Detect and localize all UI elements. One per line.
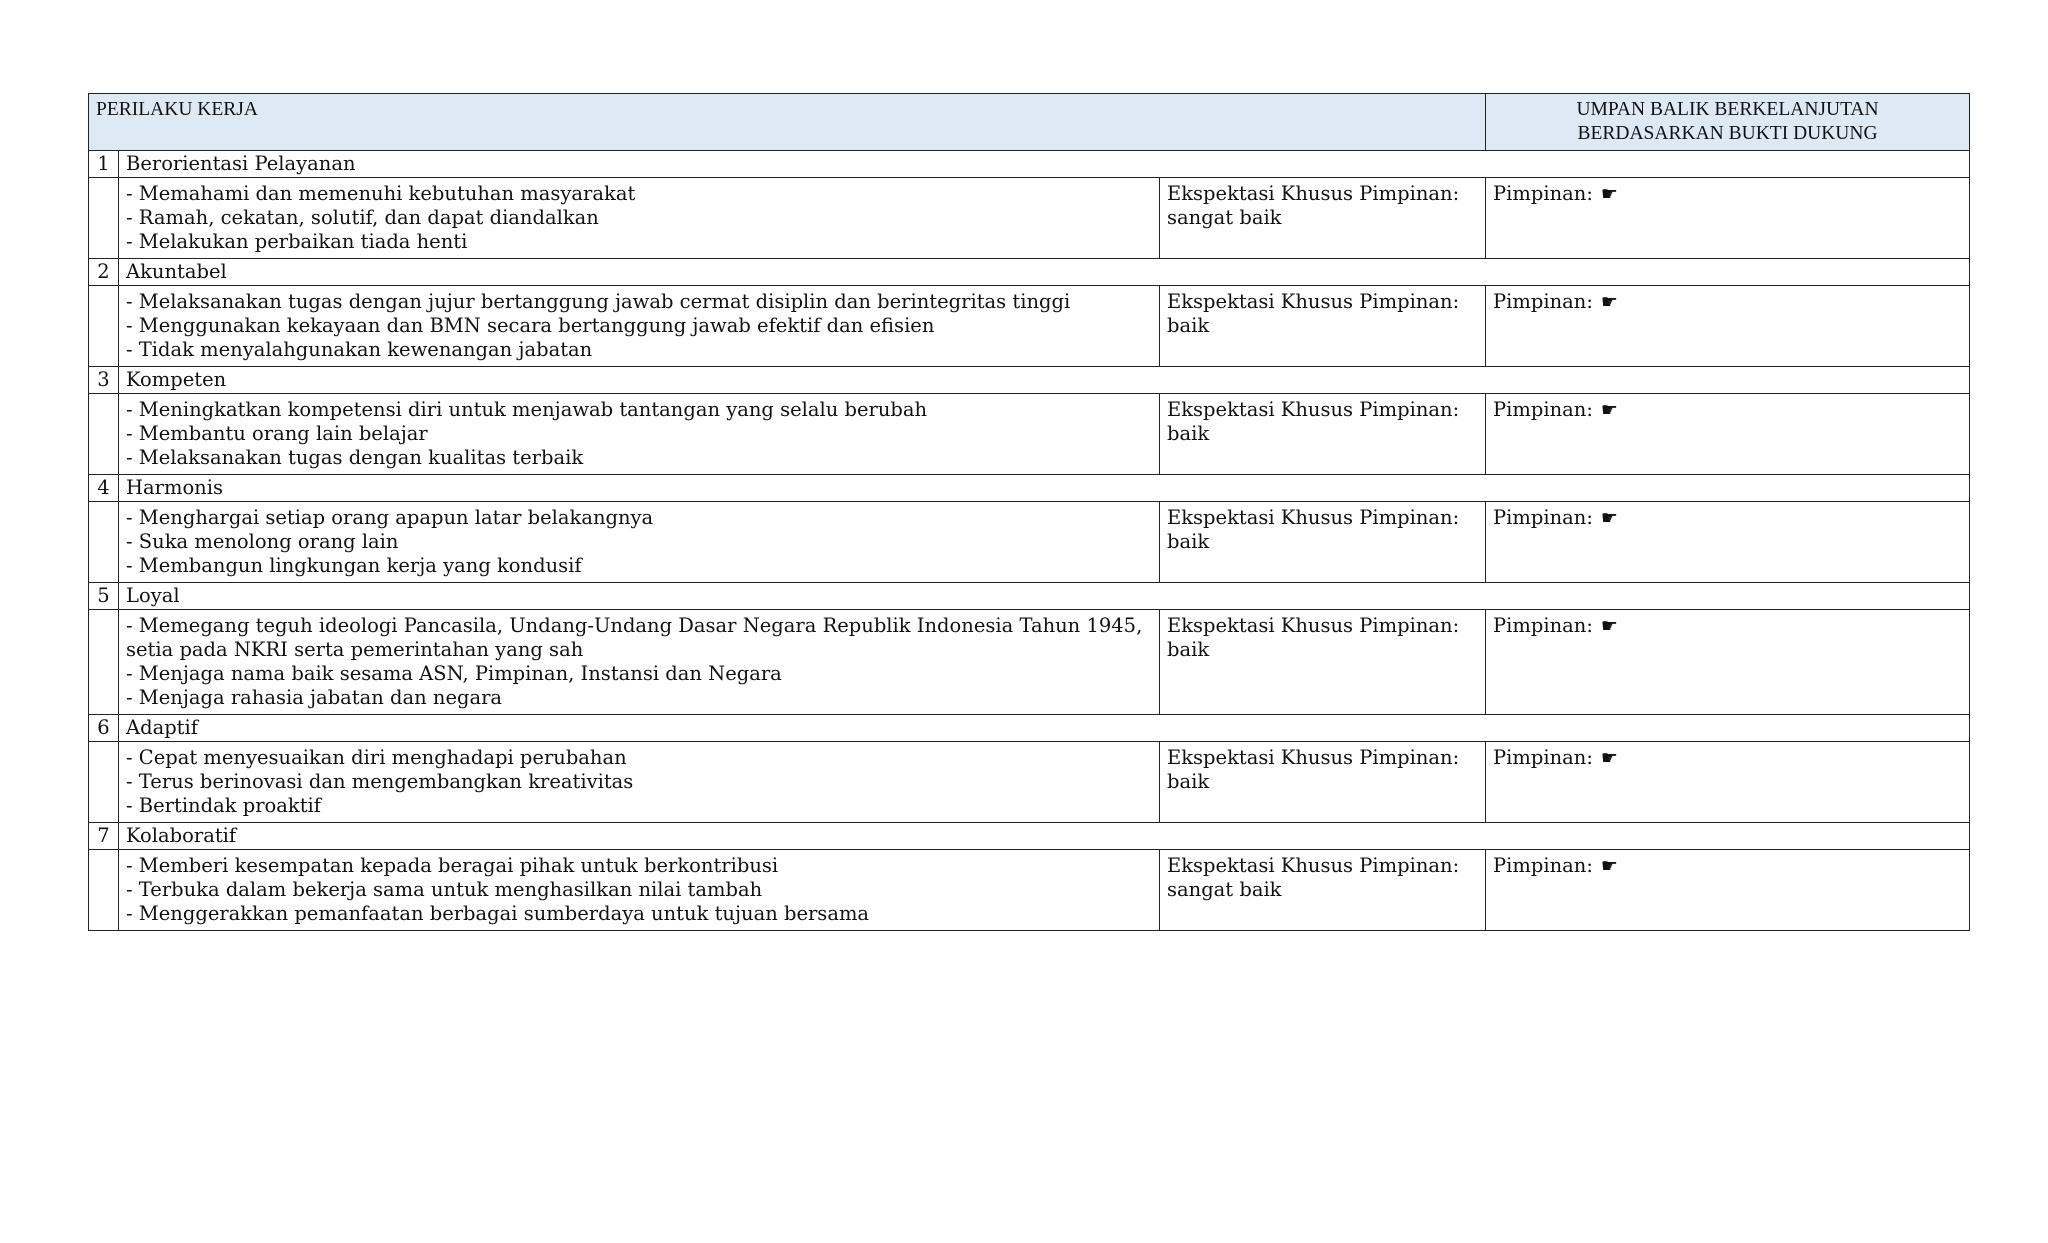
feedback-cell bbox=[1486, 178, 1970, 259]
behavior-item: - Menghargai setiap orang apapun latar belakangnya bbox=[126, 506, 654, 529]
behavior-item: - Terus berinovasi dan mengembangkan kreativitas bbox=[126, 770, 634, 793]
feedback-label: Pimpinan: bbox=[1493, 398, 1593, 421]
category-detail-row bbox=[89, 610, 1970, 715]
pointing-hand-icon: ☛ bbox=[1600, 615, 1618, 637]
expectation-cell bbox=[1160, 394, 1486, 475]
header-umpan-balik bbox=[1486, 94, 1970, 151]
expectation-cell bbox=[1160, 502, 1486, 583]
category-row bbox=[89, 475, 1970, 502]
category-detail-row bbox=[89, 502, 1970, 583]
behavior-items-cell bbox=[119, 610, 1160, 715]
category-title: Akuntabel bbox=[119, 259, 1970, 286]
expectation-cell bbox=[1160, 742, 1486, 823]
expectation-cell bbox=[1160, 286, 1486, 367]
expectation-value: baik bbox=[1167, 638, 1210, 661]
category-detail-row bbox=[89, 394, 1970, 475]
expectation-cell bbox=[1160, 610, 1486, 715]
behavior-item: - Tidak menyalahgunakan kewenangan jabatan bbox=[126, 338, 593, 361]
category-title: Adaptif bbox=[119, 715, 1970, 742]
category-row bbox=[89, 823, 1970, 850]
behavior-item: - Menggerakkan pemanfaatan berbagai sumberdaya untuk tujuan bersama bbox=[126, 902, 870, 925]
category-title: Harmonis bbox=[119, 475, 1970, 502]
behavior-items-cell bbox=[119, 742, 1160, 823]
category-detail-row bbox=[89, 286, 1970, 367]
behavior-items-cell bbox=[119, 502, 1160, 583]
category-detail-row bbox=[89, 850, 1970, 931]
behavior-item: - Menjaga rahasia jabatan dan negara bbox=[126, 686, 503, 709]
expectation-value: baik bbox=[1167, 314, 1210, 337]
category-row bbox=[89, 259, 1970, 286]
empty-number-cell bbox=[89, 742, 119, 823]
feedback-label: Pimpinan: bbox=[1493, 506, 1593, 529]
behavior-item: - Menggunakan kekayaan dan BMN secara bertanggung jawab efektif dan efisien bbox=[126, 314, 935, 337]
pointing-hand-icon: ☛ bbox=[1600, 507, 1618, 529]
behavior-items-cell bbox=[119, 178, 1160, 259]
behavior-item: setia pada NKRI serta pemerintahan yang sah bbox=[126, 638, 584, 661]
behavior-item: - Memegang teguh ideologi Pancasila, Undang-Undang Dasar Negara Republik Indonesia Tahun 1945, bbox=[126, 614, 1143, 637]
category-title: Kompeten bbox=[119, 367, 1970, 394]
behavior-items-cell bbox=[119, 394, 1160, 475]
behavior-item: - Meningkatkan kompetensi diri untuk menjawab tantangan yang selalu berubah bbox=[126, 398, 928, 421]
empty-number-cell bbox=[89, 178, 119, 259]
empty-number-cell bbox=[89, 394, 119, 475]
table-header-row bbox=[89, 94, 1970, 151]
category-detail-row bbox=[89, 742, 1970, 823]
expectation-value: sangat baik bbox=[1167, 878, 1282, 901]
feedback-label: Pimpinan: bbox=[1493, 854, 1593, 877]
category-detail-row bbox=[89, 178, 1970, 259]
empty-number-cell bbox=[89, 850, 119, 931]
category-row bbox=[89, 151, 1970, 178]
feedback-cell bbox=[1486, 286, 1970, 367]
expectation-label: Ekspektasi Khusus Pimpinan: bbox=[1167, 506, 1460, 529]
pointing-hand-icon: ☛ bbox=[1600, 855, 1618, 877]
expectation-cell bbox=[1160, 178, 1486, 259]
behavior-item: - Memahami dan memenuhi kebutuhan masyarakat bbox=[126, 182, 636, 205]
behavior-items-cell bbox=[119, 286, 1160, 367]
expectation-value: baik bbox=[1167, 770, 1210, 793]
expectation-value: baik bbox=[1167, 422, 1210, 445]
expectation-label: Ekspektasi Khusus Pimpinan: bbox=[1167, 614, 1460, 637]
feedback-label: Pimpinan: bbox=[1493, 290, 1593, 313]
behavior-item: - Ramah, cekatan, solutif, dan dapat diandalkan bbox=[126, 206, 599, 229]
perilaku-kerja-table bbox=[88, 93, 1970, 931]
header-perilaku-kerja: PERILAKU KERJA bbox=[89, 94, 1486, 151]
behavior-items-cell bbox=[119, 850, 1160, 931]
category-title: Kolaboratif bbox=[119, 823, 1970, 850]
expectation-value: baik bbox=[1167, 530, 1210, 553]
behavior-item: - Melaksanakan tugas dengan kualitas terbaik bbox=[126, 446, 584, 469]
category-number: 6 bbox=[89, 715, 119, 742]
category-number: 7 bbox=[89, 823, 119, 850]
header-umpan-balik-line2: BERDASARKAN BUKTI DUKUNG bbox=[1577, 123, 1878, 144]
feedback-label: Pimpinan: bbox=[1493, 746, 1593, 769]
category-number: 5 bbox=[89, 583, 119, 610]
category-number: 2 bbox=[89, 259, 119, 286]
behavior-item: - Melaksanakan tugas dengan jujur bertanggung jawab cermat disiplin dan berintegritas tinggi bbox=[126, 290, 1071, 313]
feedback-label: Pimpinan: bbox=[1493, 182, 1593, 205]
behavior-item: - Terbuka dalam bekerja sama untuk menghasilkan nilai tambah bbox=[126, 878, 763, 901]
expectation-cell bbox=[1160, 850, 1486, 931]
category-number: 3 bbox=[89, 367, 119, 394]
pointing-hand-icon: ☛ bbox=[1600, 399, 1618, 421]
behavior-item: - Membangun lingkungan kerja yang kondusif bbox=[126, 554, 582, 577]
feedback-cell bbox=[1486, 742, 1970, 823]
behavior-item: - Memberi kesempatan kepada beragai pihak untuk berkontribusi bbox=[126, 854, 779, 877]
pointing-hand-icon: ☛ bbox=[1600, 183, 1618, 205]
behavior-item: - Suka menolong orang lain bbox=[126, 530, 399, 553]
feedback-cell bbox=[1486, 850, 1970, 931]
empty-number-cell bbox=[89, 610, 119, 715]
expectation-label: Ekspektasi Khusus Pimpinan: bbox=[1167, 746, 1460, 769]
category-title: Berorientasi Pelayanan bbox=[119, 151, 1970, 178]
header-umpan-balik-line1: UMPAN BALIK BERKELANJUTAN bbox=[1576, 99, 1879, 120]
feedback-cell bbox=[1486, 610, 1970, 715]
pointing-hand-icon: ☛ bbox=[1600, 747, 1618, 769]
expectation-label: Ekspektasi Khusus Pimpinan: bbox=[1167, 398, 1460, 421]
behavior-item: - Melakukan perbaikan tiada henti bbox=[126, 230, 468, 253]
behavior-item: - Membantu orang lain belajar bbox=[126, 422, 428, 445]
category-row bbox=[89, 367, 1970, 394]
category-row bbox=[89, 583, 1970, 610]
pointing-hand-icon: ☛ bbox=[1600, 291, 1618, 313]
behavior-item: - Bertindak proaktif bbox=[126, 794, 322, 817]
expectation-label: Ekspektasi Khusus Pimpinan: bbox=[1167, 290, 1460, 313]
feedback-cell bbox=[1486, 502, 1970, 583]
feedback-cell bbox=[1486, 394, 1970, 475]
expectation-value: sangat baik bbox=[1167, 206, 1282, 229]
empty-number-cell bbox=[89, 286, 119, 367]
category-number: 1 bbox=[89, 151, 119, 178]
category-row bbox=[89, 715, 1970, 742]
category-title: Loyal bbox=[119, 583, 1970, 610]
feedback-label: Pimpinan: bbox=[1493, 614, 1593, 637]
expectation-label: Ekspektasi Khusus Pimpinan: bbox=[1167, 182, 1460, 205]
empty-number-cell bbox=[89, 502, 119, 583]
category-number: 4 bbox=[89, 475, 119, 502]
behavior-item: - Cepat menyesuaikan diri menghadapi perubahan bbox=[126, 746, 627, 769]
expectation-label: Ekspektasi Khusus Pimpinan: bbox=[1167, 854, 1460, 877]
behavior-item: - Menjaga nama baik sesama ASN, Pimpinan, Instansi dan Negara bbox=[126, 662, 782, 685]
